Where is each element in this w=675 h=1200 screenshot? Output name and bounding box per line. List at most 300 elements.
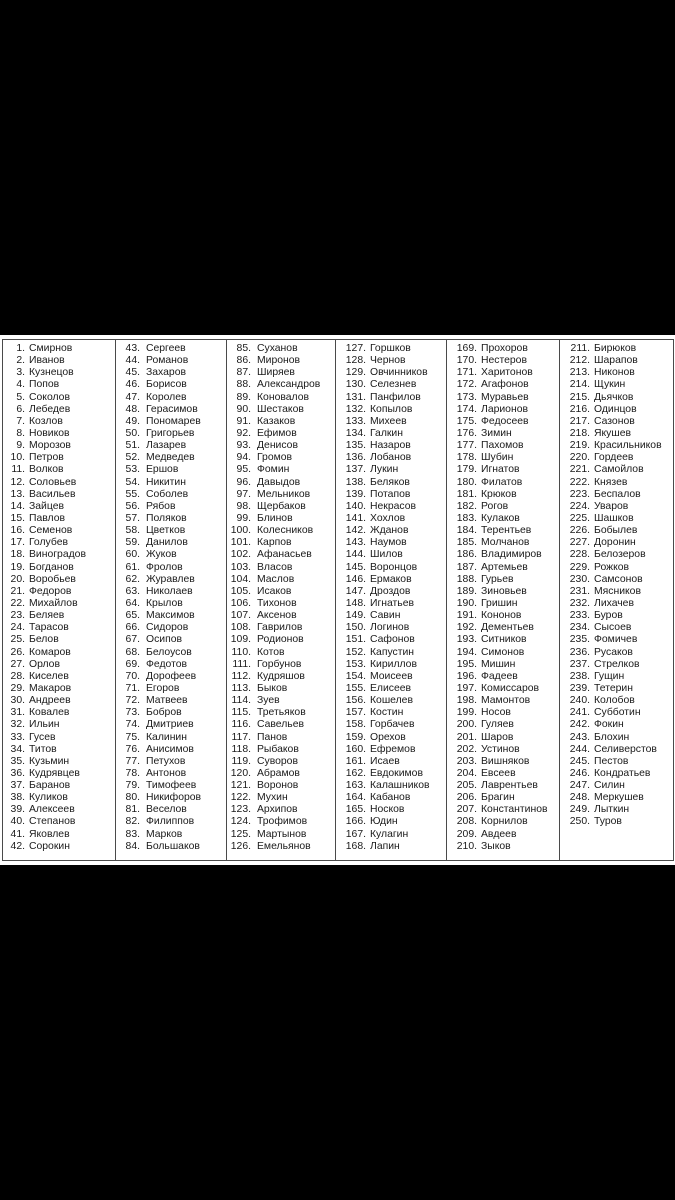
- list-item: [116, 549, 226, 561]
- entry-surname: Брагин: [481, 792, 515, 804]
- entry-number: 32.: [10, 719, 25, 731]
- entry-number: 206.: [456, 792, 477, 804]
- entry-surname: Фадеев: [481, 670, 518, 682]
- list-item: [116, 392, 226, 404]
- entry-surname: Калашников: [370, 780, 430, 792]
- entry-surname: Антонов: [146, 767, 187, 779]
- entry-number: 246.: [569, 767, 590, 779]
- entry-number: 115.: [231, 707, 251, 719]
- entry-number: 11.: [11, 464, 25, 476]
- list-item: [560, 659, 673, 671]
- entry-surname: Самойлов: [594, 464, 644, 476]
- entry-surname: Копылов: [370, 403, 413, 415]
- list-item: [447, 525, 559, 537]
- list-item: [227, 355, 335, 367]
- entry-number: 128.: [345, 355, 366, 367]
- entry-number: 8.: [16, 427, 25, 439]
- entry-number: 80.: [125, 792, 140, 804]
- entry-number: 5.: [16, 391, 25, 403]
- entry-surname: Субботин: [594, 707, 641, 719]
- entry-number: 228.: [569, 549, 590, 561]
- list-item: [560, 768, 673, 780]
- entry-number: 22.: [10, 597, 25, 609]
- entry-surname: Кудрявцев: [29, 767, 80, 779]
- entry-surname: Мартынов: [257, 828, 307, 840]
- list-item: [447, 816, 559, 828]
- list-item: [116, 768, 226, 780]
- entry-number: 17.: [10, 537, 25, 549]
- entry-number: 165.: [345, 804, 366, 816]
- list-item: [336, 562, 446, 574]
- entry-surname: Рогов: [481, 500, 509, 512]
- entry-number: 51.: [125, 440, 140, 452]
- entry-number: 106.: [230, 597, 251, 609]
- entry-surname: Владимиров: [481, 549, 542, 561]
- list-item: [336, 513, 446, 525]
- entry-surname: Бобров: [146, 707, 182, 719]
- surname-table: [2, 339, 674, 861]
- entry-surname: Дмитриев: [146, 719, 194, 731]
- entry-number: 91.: [236, 415, 251, 427]
- entry-surname: Кудряшов: [257, 670, 305, 682]
- entry-number: 38.: [10, 792, 25, 804]
- entry-number: 95.: [236, 464, 251, 476]
- entry-surname: Яковлев: [29, 828, 70, 840]
- entry-surname: Титов: [29, 743, 57, 755]
- entry-surname: Гусев: [29, 731, 56, 743]
- list-item: [560, 416, 673, 428]
- entry-number: 153.: [345, 658, 366, 670]
- list-item: [116, 829, 226, 841]
- list-item: [447, 477, 559, 489]
- entry-surname: Крылов: [146, 597, 183, 609]
- list-item: [227, 732, 335, 744]
- list-item: [447, 829, 559, 841]
- entry-surname: Молчанов: [481, 537, 530, 549]
- entry-surname: Дементьев: [481, 622, 534, 634]
- entry-surname: Егоров: [146, 682, 180, 694]
- entry-number: 69.: [125, 658, 140, 670]
- entry-surname: Миронов: [257, 355, 301, 367]
- entry-surname: Лихачев: [594, 597, 634, 609]
- entry-number: 182.: [456, 500, 477, 512]
- entry-number: 174.: [456, 403, 477, 415]
- entry-surname: Крюков: [481, 488, 517, 500]
- entry-surname: Баранов: [29, 780, 71, 792]
- entry-number: 114.: [231, 695, 251, 707]
- entry-surname: Рыбаков: [257, 743, 299, 755]
- list-item: [3, 452, 115, 464]
- entry-number: 172.: [456, 379, 477, 391]
- list-item: [447, 841, 559, 853]
- entry-surname: Борисов: [146, 379, 187, 391]
- list-item: [560, 489, 673, 501]
- list-item: [227, 404, 335, 416]
- entry-number: 31.: [10, 707, 25, 719]
- list-item: [116, 780, 226, 792]
- entry-surname: Маслов: [257, 573, 295, 585]
- entry-number: 99.: [236, 512, 251, 524]
- list-item: [560, 379, 673, 391]
- entry-number: 195.: [456, 658, 477, 670]
- entry-surname: Рябов: [146, 500, 176, 512]
- entry-number: 211.: [570, 343, 590, 354]
- list-item: [447, 464, 559, 476]
- entry-surname: Хохлов: [370, 512, 406, 524]
- list-item: [227, 574, 335, 586]
- entry-number: 89.: [236, 391, 251, 403]
- entry-surname: Ершов: [146, 464, 179, 476]
- entry-number: 63.: [125, 585, 140, 597]
- entry-surname: Шашков: [594, 512, 634, 524]
- entry-surname: Абрамов: [257, 767, 300, 779]
- list-item: [447, 428, 559, 440]
- list-item: [336, 525, 446, 537]
- list-item: [227, 416, 335, 428]
- entry-number: 226.: [569, 525, 590, 537]
- list-item: [3, 489, 115, 501]
- entry-number: 244.: [569, 743, 590, 755]
- entry-number: 164.: [345, 792, 366, 804]
- entry-number: 131.: [345, 391, 366, 403]
- list-item: [560, 598, 673, 610]
- list-item: [336, 841, 446, 853]
- list-item: [3, 756, 115, 768]
- entry-surname: Жданов: [370, 525, 409, 537]
- entry-surname: Павлов: [29, 512, 66, 524]
- list-item: [116, 756, 226, 768]
- list-item: [3, 416, 115, 428]
- list-item: [336, 659, 446, 671]
- entry-number: 54.: [125, 476, 140, 488]
- entry-surname: Уваров: [594, 500, 629, 512]
- entry-surname: Быков: [257, 682, 288, 694]
- list-item: [560, 549, 673, 561]
- entry-surname: Казаков: [257, 415, 296, 427]
- entry-surname: Максимов: [146, 610, 195, 622]
- list-item: [3, 428, 115, 440]
- list-item: [560, 744, 673, 756]
- entry-surname: Герасимов: [146, 403, 198, 415]
- entry-surname: Лебедев: [29, 403, 71, 415]
- entry-number: 210.: [456, 840, 477, 852]
- list-item: [3, 464, 115, 476]
- list-item: [447, 683, 559, 695]
- list-item: [560, 525, 673, 537]
- entry-number: 227.: [569, 537, 590, 549]
- entry-surname: Красильников: [594, 440, 662, 452]
- entry-surname: Попов: [29, 379, 60, 391]
- entry-surname: Родионов: [257, 634, 304, 646]
- entry-number: 16.: [10, 525, 25, 537]
- entry-surname: Романов: [146, 355, 189, 367]
- list-item: [227, 428, 335, 440]
- list-item: [227, 792, 335, 804]
- list-item: [336, 440, 446, 452]
- entry-surname: Фролов: [146, 561, 183, 573]
- entry-surname: Емельянов: [257, 840, 311, 852]
- list-item: [560, 634, 673, 646]
- list-item: [560, 513, 673, 525]
- list-item: [3, 816, 115, 828]
- entry-surname: Русаков: [594, 646, 633, 658]
- entry-number: 57.: [125, 512, 140, 524]
- entry-surname: Воронов: [257, 780, 299, 792]
- entry-surname: Ефимов: [257, 427, 297, 439]
- list-item: [116, 744, 226, 756]
- list-item: [3, 671, 115, 683]
- entry-surname: Марков: [146, 828, 183, 840]
- list-item: [447, 574, 559, 586]
- entry-surname: Ильин: [29, 719, 60, 731]
- list-item: [560, 392, 673, 404]
- entry-number: 196.: [456, 670, 477, 682]
- entry-number: 86.: [236, 355, 251, 367]
- entry-surname: Белоусов: [146, 646, 192, 658]
- entry-number: 88.: [236, 379, 251, 391]
- entry-surname: Чернов: [370, 355, 406, 367]
- entry-surname: Фокин: [594, 719, 624, 731]
- entry-surname: Смирнов: [29, 343, 73, 354]
- list-item: [447, 647, 559, 659]
- list-item: [116, 452, 226, 464]
- entry-number: 247.: [569, 780, 590, 792]
- list-item: [560, 440, 673, 452]
- list-item: [227, 537, 335, 549]
- entry-number: 39.: [10, 804, 25, 816]
- list-item: [227, 610, 335, 622]
- entry-number: 82.: [125, 816, 140, 828]
- list-item: [3, 367, 115, 379]
- entry-number: 230.: [569, 573, 590, 585]
- entry-surname: Виноградов: [29, 549, 86, 561]
- entry-number: 168.: [345, 840, 366, 852]
- entry-surname: Капустин: [370, 646, 415, 658]
- list-item: [336, 586, 446, 598]
- list-item: [560, 428, 673, 440]
- list-item: [227, 804, 335, 816]
- list-item: [447, 586, 559, 598]
- list-item: [447, 501, 559, 513]
- entry-surname: Харитонов: [481, 367, 533, 379]
- entry-surname: Горшков: [370, 343, 411, 354]
- list-item: [116, 683, 226, 695]
- entry-surname: Беляев: [29, 610, 65, 622]
- list-item: [227, 477, 335, 489]
- entry-number: 216.: [569, 403, 590, 415]
- entry-surname: Филатов: [481, 476, 523, 488]
- entry-number: 13.: [10, 488, 25, 500]
- list-item: [560, 343, 673, 355]
- list-item: [447, 489, 559, 501]
- entry-surname: Колесников: [257, 525, 314, 537]
- list-item: [336, 804, 446, 816]
- entry-number: 188.: [456, 573, 477, 585]
- list-item: [447, 768, 559, 780]
- list-item: [3, 792, 115, 804]
- entry-number: 175.: [456, 415, 477, 427]
- list-item: [227, 343, 335, 355]
- list-item: [336, 392, 446, 404]
- list-item: [116, 574, 226, 586]
- entry-number: 4.: [16, 379, 25, 391]
- list-item: [3, 440, 115, 452]
- entry-number: 71.: [125, 682, 140, 694]
- list-item: [227, 586, 335, 598]
- entry-surname: Григорьев: [146, 427, 195, 439]
- list-item: [227, 367, 335, 379]
- list-item: [116, 671, 226, 683]
- entry-number: 116.: [231, 719, 251, 731]
- entry-surname: Тарасов: [29, 622, 69, 634]
- entry-number: 28.: [10, 670, 25, 682]
- entry-number: 146.: [345, 573, 366, 585]
- entry-number: 85.: [236, 343, 251, 354]
- list-item: [447, 404, 559, 416]
- entry-surname: Гурьев: [481, 573, 514, 585]
- list-item: [560, 404, 673, 416]
- list-item: [560, 647, 673, 659]
- entry-number: 193.: [456, 634, 477, 646]
- entry-surname: Беляков: [370, 476, 410, 488]
- entry-number: 74.: [125, 719, 140, 731]
- entry-number: 199.: [456, 707, 477, 719]
- entry-surname: Комиссаров: [481, 682, 540, 694]
- entry-number: 149.: [345, 610, 366, 622]
- list-item: [560, 501, 673, 513]
- entry-number: 83.: [125, 828, 140, 840]
- entry-surname: Аксенов: [257, 610, 297, 622]
- list-item: [227, 816, 335, 828]
- list-item: [447, 367, 559, 379]
- entry-surname: Сысоев: [594, 622, 632, 634]
- entry-number: 3.: [16, 367, 25, 379]
- entry-number: 52.: [125, 452, 140, 464]
- entry-number: 49.: [125, 415, 140, 427]
- entry-surname: Корнилов: [481, 816, 528, 828]
- entry-surname: Сидоров: [146, 622, 189, 634]
- entry-surname: Щукин: [594, 379, 626, 391]
- entry-number: 78.: [125, 767, 140, 779]
- entry-number: 21.: [10, 585, 25, 597]
- list-item: [227, 659, 335, 671]
- entry-number: 132.: [345, 403, 366, 415]
- entry-surname: Федотов: [146, 658, 188, 670]
- entry-number: 98.: [236, 500, 251, 512]
- entry-number: 27.: [10, 658, 25, 670]
- entry-surname: Лукин: [370, 464, 399, 476]
- list-item: [227, 707, 335, 719]
- list-item: [116, 634, 226, 646]
- entry-number: 34.: [10, 743, 25, 755]
- entry-number: 59.: [125, 537, 140, 549]
- entry-number: 138.: [345, 476, 366, 488]
- list-item: [447, 732, 559, 744]
- list-item: [447, 792, 559, 804]
- entry-surname: Шарапов: [594, 355, 638, 367]
- list-item: [447, 452, 559, 464]
- list-item: [3, 562, 115, 574]
- list-item: [227, 501, 335, 513]
- list-item: [336, 732, 446, 744]
- list-item: [560, 816, 673, 828]
- list-item: [447, 513, 559, 525]
- entry-number: 123.: [230, 804, 251, 816]
- entry-number: 229.: [569, 561, 590, 573]
- list-item: [227, 634, 335, 646]
- entry-number: 201.: [456, 731, 477, 743]
- list-item: [116, 489, 226, 501]
- entry-number: 79.: [125, 780, 140, 792]
- entry-number: 204.: [456, 767, 477, 779]
- entry-surname: Захаров: [146, 367, 186, 379]
- entry-surname: Пономарев: [146, 415, 201, 427]
- list-item: [3, 659, 115, 671]
- entry-surname: Алексеев: [29, 804, 75, 816]
- entry-surname: Исаев: [370, 755, 400, 767]
- entry-number: 42.: [10, 840, 25, 852]
- entry-number: 64.: [125, 597, 140, 609]
- entry-surname: Шубин: [481, 452, 514, 464]
- list-item: [116, 695, 226, 707]
- entry-number: 178.: [456, 452, 477, 464]
- entry-number: 152.: [345, 646, 366, 658]
- entry-surname: Матвеев: [146, 695, 188, 707]
- list-item: [227, 829, 335, 841]
- entry-surname: Овчинников: [370, 367, 428, 379]
- entry-number: 56.: [125, 500, 140, 512]
- entry-surname: Громов: [257, 452, 293, 464]
- entry-number: 46.: [125, 379, 140, 391]
- entry-number: 169.: [456, 343, 477, 354]
- entry-number: 14.: [10, 500, 25, 512]
- list-item: [3, 780, 115, 792]
- list-item: [116, 513, 226, 525]
- entry-number: 170.: [456, 355, 477, 367]
- entry-number: 121.: [230, 780, 251, 792]
- list-item: [3, 549, 115, 561]
- surname-table-sheet: [0, 335, 675, 865]
- entry-number: 12.: [10, 476, 25, 488]
- entry-number: 187.: [456, 561, 477, 573]
- entry-surname: Евдокимов: [370, 767, 423, 779]
- list-item: [336, 574, 446, 586]
- entry-number: 191.: [456, 610, 477, 622]
- list-item: [560, 355, 673, 367]
- list-item: [560, 574, 673, 586]
- entry-number: 250.: [569, 816, 590, 828]
- entry-number: 248.: [569, 792, 590, 804]
- list-item: [3, 574, 115, 586]
- entry-number: 76.: [125, 743, 140, 755]
- entry-number: 129.: [345, 367, 366, 379]
- list-item: [3, 355, 115, 367]
- entry-number: 249.: [569, 804, 590, 816]
- entry-surname: Буров: [594, 610, 623, 622]
- entry-number: 177.: [456, 440, 477, 452]
- entry-surname: Лобанов: [370, 452, 412, 464]
- entry-surname: Селезнев: [370, 379, 417, 391]
- entry-number: 72.: [125, 695, 140, 707]
- list-item: [447, 756, 559, 768]
- entry-number: 119.: [231, 755, 251, 767]
- entry-number: 242.: [569, 719, 590, 731]
- entry-number: 234.: [569, 622, 590, 634]
- list-item: [116, 477, 226, 489]
- list-item: [3, 768, 115, 780]
- entry-surname: Комаров: [29, 646, 71, 658]
- list-item: [3, 586, 115, 598]
